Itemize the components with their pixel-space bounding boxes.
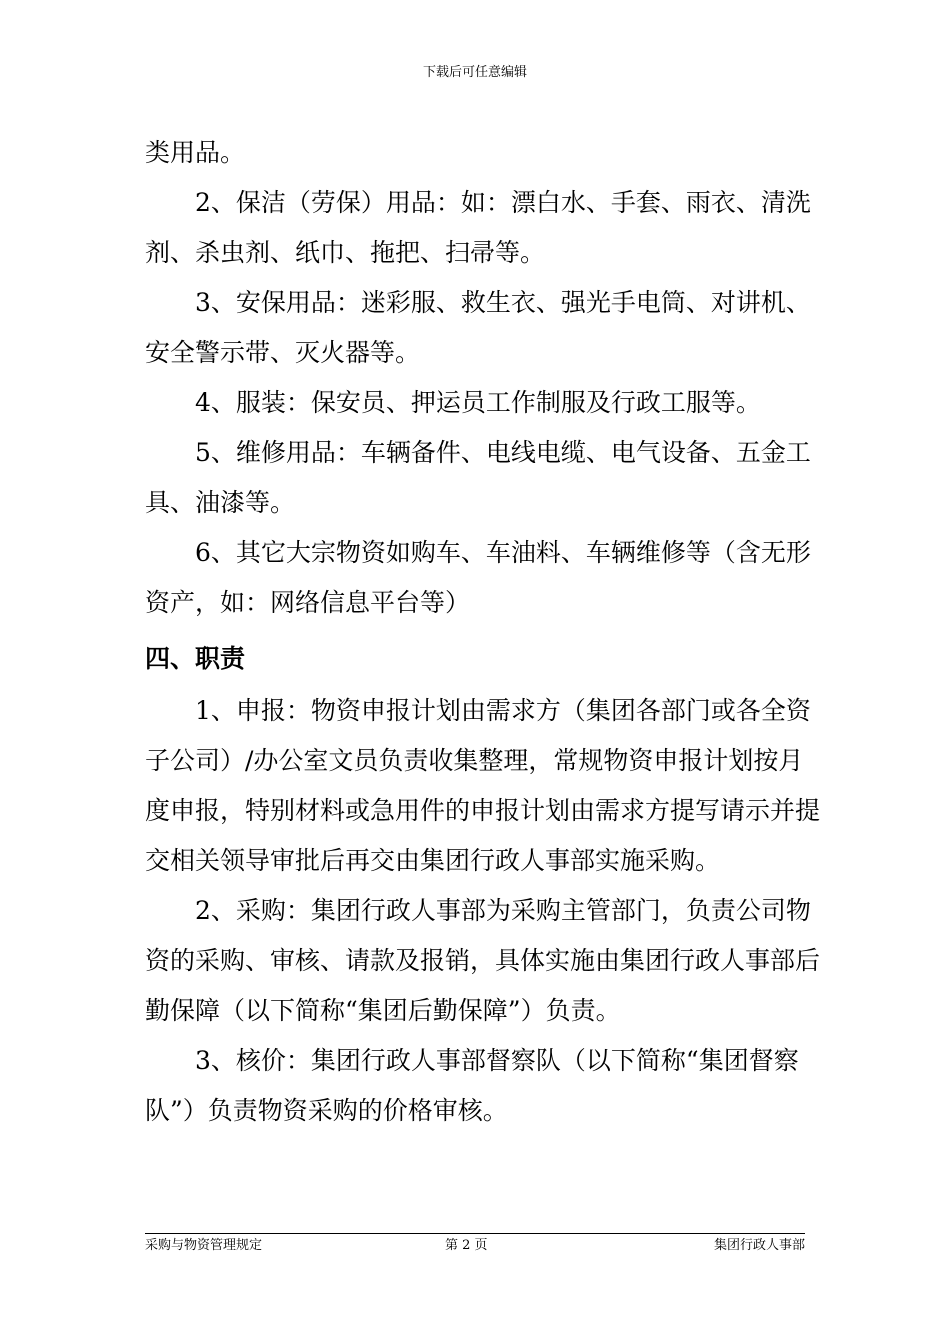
paragraph-item-2: 2、保洁（劳保）用品：如：漂白水、手套、雨衣、清洗剂、杀虫剂、纸巾、拖把、扫帚等。	[145, 188, 811, 267]
paragraph-item-5: 5、维修用品：车辆备件、电线电缆、电气设备、五金工具、油漆等。	[145, 438, 811, 517]
paragraph-continuation: 类用品。	[145, 138, 246, 167]
paragraph-item-3: 3、安保用品：迷彩服、救生衣、强光手电筒、对讲机、安全警示带、灭火器等。	[145, 288, 811, 367]
paragraph-item-6: 6、其它大宗物资如购车、车油料、车辆维修等（含无形资产，如：网络信息平台等）	[145, 538, 811, 617]
duty-paragraph-1: 1、申报：物资申报计划由需求方（集团各部门或各全资子公司）/办公室文员负责收集整理，常规物资申报计划按月度申报，特别材料或急用件的申报计划由需求方提写请示并提交相关领导审批后再交由集团行政人事部实施采购。	[145, 696, 821, 875]
duty-paragraph-2: 2、采购：集团行政人事部为采购主管部门，负责公司物资的采购、审核、请款及报销，具体实施由集团行政人事部后勤保障（以下简称“集团后勤保障”）负责。	[145, 896, 821, 1025]
section-heading: 四、职责	[145, 644, 246, 673]
footer-divider	[145, 1233, 805, 1234]
footer-page-number: 第 2 页	[445, 1238, 488, 1253]
footer-document-title: 采购与物资管理规定	[145, 1238, 263, 1253]
paragraph-item-4: 4、服装：保安员、押运员工作制服及行政工服等。	[195, 388, 761, 417]
document-body	[145, 128, 820, 1136]
header-note: 下载后可任意编辑	[422, 65, 527, 80]
footer-department: 集团行政人事部	[713, 1238, 805, 1253]
duty-paragraph-3: 3、核价：集团行政人事部督察队（以下简称“集团督察队”）负责物资采购的价格审核。	[145, 1046, 799, 1125]
